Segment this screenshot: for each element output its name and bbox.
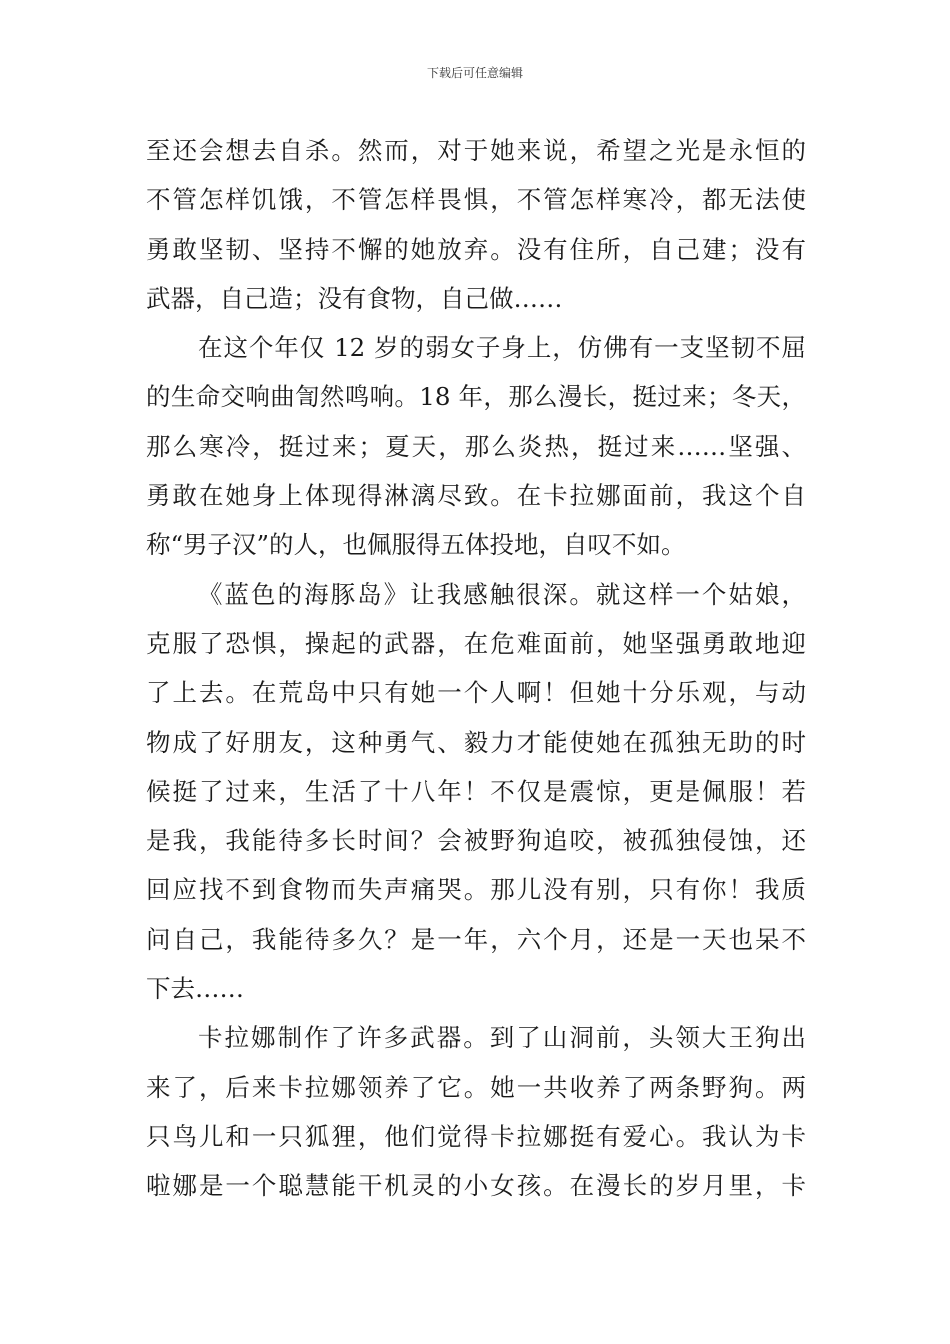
text-line: 克服了恐惧，操起的武器，在危难面前，她坚强勇敢地迎 <box>146 628 806 658</box>
body-text <box>146 126 806 1211</box>
text-line: 下去…… <box>146 974 244 1004</box>
text-line: 武器，自己造；没有食物，自己做…… <box>146 283 563 313</box>
text-line: 来了，后来卡拉娜领养了它。她一共收养了两条野狗。两 <box>146 1072 806 1102</box>
text-line: 是我，我能待多长时间？会被野狗追咬，被孤独侵蚀，还 <box>146 826 806 856</box>
text-line: 的生命交响曲訇然鸣响。18 年，那么漫长，挺过来；冬天， <box>146 382 806 412</box>
text-line: 卡拉娜制作了许多武器。到了山洞前，头领大王狗出 <box>198 1023 806 1053</box>
text-line: 在这个年仅 12 岁的弱女子身上，仿佛有一支坚韧不屈 <box>198 333 806 363</box>
text-line: 候挺了过来，生活了十八年！不仅是震惊，更是佩服！若 <box>146 776 806 806</box>
text-line: 勇敢在她身上体现得淋漓尽致。在卡拉娜面前，我这个自 <box>146 481 806 511</box>
text-line: 不管怎样饥饿，不管怎样畏惧，不管怎样寒冷，都无法使 <box>146 185 806 215</box>
text-line: 称“男子汉”的人，也佩服得五体投地，自叹不如。 <box>146 530 686 560</box>
text-line: 了上去。在荒岛中只有她一个人啊！但她十分乐观，与动 <box>146 678 806 708</box>
page-header: 下载后可任意编辑 <box>426 66 523 80</box>
text-line: 只鸟儿和一只狐狸，他们觉得卡拉娜挺有爱心。我认为卡 <box>146 1121 806 1151</box>
text-line: 至还会想去自杀。然而，对于她来说，希望之光是永恒的 <box>146 136 806 165</box>
text-line: 勇敢坚韧、坚持不懈的她放弃。没有住所，自己建；没有 <box>146 234 806 264</box>
text-line: 问自己，我能待多久？是一年，六个月，还是一天也呆不 <box>146 924 806 954</box>
text-line: 《蓝色的海豚岛》让我感触很深。就这样一个姑娘， <box>198 579 806 609</box>
text-line: 回应找不到食物而失声痛哭。那儿没有别，只有你！我质 <box>146 875 806 905</box>
text-line: 啦娜是一个聪慧能干机灵的小女孩。在漫长的岁月里，卡 <box>146 1171 806 1201</box>
text-line: 物成了好朋友，这种勇气、毅力才能使她在孤独无助的时 <box>146 727 806 757</box>
text-line: 那么寒冷，挺过来；夏天，那么炎热，挺过来……坚强、 <box>146 431 806 461</box>
